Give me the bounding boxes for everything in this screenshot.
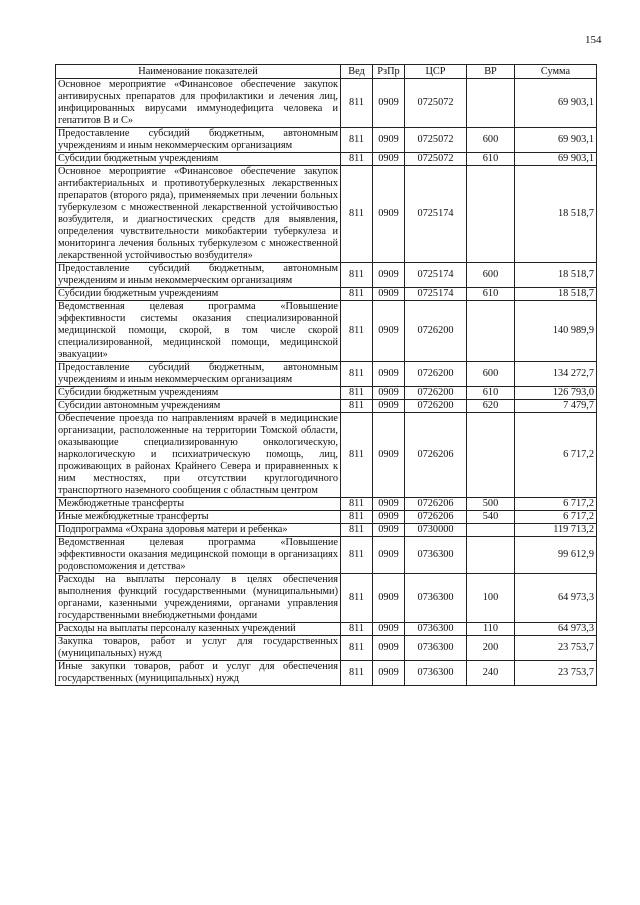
table-row bbox=[56, 524, 597, 537]
row-name: Субсидии бюджетным учреждениям bbox=[56, 288, 341, 301]
row-csr: 0726200 bbox=[405, 400, 467, 413]
table-row bbox=[56, 288, 597, 301]
row-csr: 0726200 bbox=[405, 387, 467, 400]
table-row bbox=[56, 387, 597, 400]
row-vr: 600 bbox=[467, 362, 515, 387]
page-number: 154 bbox=[585, 34, 602, 46]
row-csr: 0725072 bbox=[405, 153, 467, 166]
table-row bbox=[56, 413, 597, 498]
row-vr bbox=[467, 537, 515, 574]
header-ved: Вед bbox=[341, 65, 373, 79]
row-name: Основное мероприятие «Финансовое обеспечение закупок антибактериальных и противотуберкулезных лекарственных препаратов (второго ряда), применяемых при лечении больных туберкулезом с множественной лекарственной устойчивостью возбудителя, и диагностических средств для выявления, определения чувствительности микобактерии туберкулеза и мониторинга лечения больных туберкулезом с множественной лекарственной устойчивостью возбудителя» bbox=[56, 166, 341, 263]
table-row bbox=[56, 498, 597, 511]
table-row bbox=[56, 400, 597, 413]
row-ved: 811 bbox=[341, 636, 373, 661]
table-row bbox=[56, 362, 597, 387]
row-ved: 811 bbox=[341, 166, 373, 263]
row-rzpr: 0909 bbox=[373, 524, 405, 537]
row-name: Предоставление субсидий бюджетным, автономным учреждениям и иным некоммерческим организациям bbox=[56, 263, 341, 288]
row-ved: 811 bbox=[341, 153, 373, 166]
row-ved: 811 bbox=[341, 524, 373, 537]
row-vr: 540 bbox=[467, 511, 515, 524]
row-csr: 0736300 bbox=[405, 636, 467, 661]
row-vr bbox=[467, 166, 515, 263]
row-name: Межбюджетные трансферты bbox=[56, 498, 341, 511]
row-vr bbox=[467, 79, 515, 128]
row-rzpr: 0909 bbox=[373, 537, 405, 574]
row-ved: 811 bbox=[341, 301, 373, 362]
table-row bbox=[56, 661, 597, 686]
table-row bbox=[56, 166, 597, 263]
row-vr: 610 bbox=[467, 387, 515, 400]
row-csr: 0725174 bbox=[405, 166, 467, 263]
row-vr bbox=[467, 413, 515, 498]
row-rzpr: 0909 bbox=[373, 400, 405, 413]
row-ved: 811 bbox=[341, 288, 373, 301]
row-sum: 7 479,7 bbox=[515, 400, 597, 413]
row-csr: 0730000 bbox=[405, 524, 467, 537]
row-sum: 23 753,7 bbox=[515, 636, 597, 661]
row-csr: 0736300 bbox=[405, 623, 467, 636]
row-csr: 0726200 bbox=[405, 362, 467, 387]
row-csr: 0725174 bbox=[405, 288, 467, 301]
row-ved: 811 bbox=[341, 537, 373, 574]
row-vr: 500 bbox=[467, 498, 515, 511]
row-ved: 811 bbox=[341, 498, 373, 511]
row-sum: 99 612,9 bbox=[515, 537, 597, 574]
row-rzpr: 0909 bbox=[373, 511, 405, 524]
row-vr bbox=[467, 524, 515, 537]
row-csr: 0726206 bbox=[405, 413, 467, 498]
row-rzpr: 0909 bbox=[373, 128, 405, 153]
row-name: Предоставление субсидий бюджетным, автономным учреждениям и иным некоммерческим организациям bbox=[56, 128, 341, 153]
row-sum: 126 793,0 bbox=[515, 387, 597, 400]
row-vr: 600 bbox=[467, 263, 515, 288]
row-rzpr: 0909 bbox=[373, 661, 405, 686]
row-name: Субсидии бюджетным учреждениям bbox=[56, 387, 341, 400]
row-rzpr: 0909 bbox=[373, 166, 405, 263]
row-vr: 600 bbox=[467, 128, 515, 153]
row-name: Субсидии бюджетным учреждениям bbox=[56, 153, 341, 166]
table-row bbox=[56, 301, 597, 362]
row-name: Предоставление субсидий бюджетным, автономным учреждениям и иным некоммерческим организациям bbox=[56, 362, 341, 387]
table-row bbox=[56, 263, 597, 288]
row-name: Ведомственная целевая программа «Повышение эффективности системы оказания специализированной медицинской помощи, скорой, в том числе скорой специализированной, медицинской помощи, медицинской эвакуации» bbox=[56, 301, 341, 362]
row-rzpr: 0909 bbox=[373, 623, 405, 636]
row-name: Обеспечение проезда по направлениям врачей в медицинские организации, расположенные на территории Томской области, оказывающие специализированную онкологическую, наркологическую и психиатрическую помощь, лиц, проживающих в районах Крайнего Севера и приравненных к ним местностях, при отсутствии круглогодичного транспортного наземного сообщения с областным центром bbox=[56, 413, 341, 498]
table-row bbox=[56, 623, 597, 636]
row-vr: 610 bbox=[467, 288, 515, 301]
row-name: Подпрограмма «Охрана здоровья матери и ребенка» bbox=[56, 524, 341, 537]
row-vr: 610 bbox=[467, 153, 515, 166]
table-row bbox=[56, 128, 597, 153]
header-sum: Сумма bbox=[515, 65, 597, 79]
table-row bbox=[56, 636, 597, 661]
row-sum: 69 903,1 bbox=[515, 153, 597, 166]
row-rzpr: 0909 bbox=[373, 79, 405, 128]
row-name: Закупка товаров, работ и услуг для государственных (муниципальных) нужд bbox=[56, 636, 341, 661]
row-vr: 620 bbox=[467, 400, 515, 413]
row-name: Ведомственная целевая программа «Повышение эффективности оказания медицинской помощи в организациях родовспоможения и детства» bbox=[56, 537, 341, 574]
row-sum: 6 717,2 bbox=[515, 511, 597, 524]
header-csr: ЦСР bbox=[405, 65, 467, 79]
row-csr: 0725174 bbox=[405, 263, 467, 288]
row-csr: 0726206 bbox=[405, 498, 467, 511]
table-row bbox=[56, 79, 597, 128]
row-vr: 110 bbox=[467, 623, 515, 636]
row-rzpr: 0909 bbox=[373, 153, 405, 166]
row-rzpr: 0909 bbox=[373, 263, 405, 288]
row-sum: 140 989,9 bbox=[515, 301, 597, 362]
row-sum: 64 973,3 bbox=[515, 574, 597, 623]
row-sum: 69 903,1 bbox=[515, 128, 597, 153]
row-ved: 811 bbox=[341, 574, 373, 623]
row-csr: 0726206 bbox=[405, 511, 467, 524]
row-vr: 200 bbox=[467, 636, 515, 661]
row-ved: 811 bbox=[341, 623, 373, 636]
row-csr: 0726200 bbox=[405, 301, 467, 362]
row-name: Иные закупки товаров, работ и услуг для обеспечения государственных (муниципальных) нужд bbox=[56, 661, 341, 686]
row-ved: 811 bbox=[341, 413, 373, 498]
row-sum: 6 717,2 bbox=[515, 413, 597, 498]
row-name: Иные межбюджетные трансферты bbox=[56, 511, 341, 524]
row-vr: 100 bbox=[467, 574, 515, 623]
row-sum: 6 717,2 bbox=[515, 498, 597, 511]
row-sum: 64 973,3 bbox=[515, 623, 597, 636]
row-rzpr: 0909 bbox=[373, 498, 405, 511]
row-ved: 811 bbox=[341, 400, 373, 413]
row-ved: 811 bbox=[341, 661, 373, 686]
table-row bbox=[56, 537, 597, 574]
table-row bbox=[56, 511, 597, 524]
row-rzpr: 0909 bbox=[373, 413, 405, 498]
row-sum: 69 903,1 bbox=[515, 79, 597, 128]
row-ved: 811 bbox=[341, 511, 373, 524]
row-ved: 811 bbox=[341, 362, 373, 387]
row-ved: 811 bbox=[341, 128, 373, 153]
row-ved: 811 bbox=[341, 387, 373, 400]
row-ved: 811 bbox=[341, 263, 373, 288]
row-name: Расходы на выплаты персоналу в целях обеспечения выполнения функций государственными (муниципальными) органами, казенными учреждениями, органами управления государственными внебюджетными фондами bbox=[56, 574, 341, 623]
row-ved: 811 bbox=[341, 79, 373, 128]
row-vr: 240 bbox=[467, 661, 515, 686]
row-rzpr: 0909 bbox=[373, 288, 405, 301]
row-csr: 0725072 bbox=[405, 128, 467, 153]
row-vr bbox=[467, 301, 515, 362]
row-sum: 119 713,2 bbox=[515, 524, 597, 537]
row-rzpr: 0909 bbox=[373, 387, 405, 400]
row-csr: 0725072 bbox=[405, 79, 467, 128]
table-row bbox=[56, 574, 597, 623]
row-sum: 134 272,7 bbox=[515, 362, 597, 387]
row-rzpr: 0909 bbox=[373, 574, 405, 623]
row-sum: 23 753,7 bbox=[515, 661, 597, 686]
row-csr: 0736300 bbox=[405, 661, 467, 686]
row-name: Расходы на выплаты персоналу казенных учреждений bbox=[56, 623, 341, 636]
row-sum: 18 518,7 bbox=[515, 288, 597, 301]
row-rzpr: 0909 bbox=[373, 301, 405, 362]
row-name: Основное мероприятие «Финансовое обеспечение закупок антивирусных препаратов для профилактики и лечения лиц, инфицированных вирусами иммунодефицита человека и гепатитов В и С» bbox=[56, 79, 341, 128]
budget-table bbox=[55, 64, 597, 686]
row-sum: 18 518,7 bbox=[515, 263, 597, 288]
header-vr: ВР bbox=[467, 65, 515, 79]
table-row bbox=[56, 153, 597, 166]
row-rzpr: 0909 bbox=[373, 636, 405, 661]
table-header-row bbox=[56, 65, 597, 79]
row-rzpr: 0909 bbox=[373, 362, 405, 387]
header-name: Наименование показателей bbox=[56, 65, 341, 79]
row-sum: 18 518,7 bbox=[515, 166, 597, 263]
row-csr: 0736300 bbox=[405, 574, 467, 623]
row-csr: 0736300 bbox=[405, 537, 467, 574]
row-name: Субсидии автономным учреждениям bbox=[56, 400, 341, 413]
header-rzpr: РзПр bbox=[373, 65, 405, 79]
